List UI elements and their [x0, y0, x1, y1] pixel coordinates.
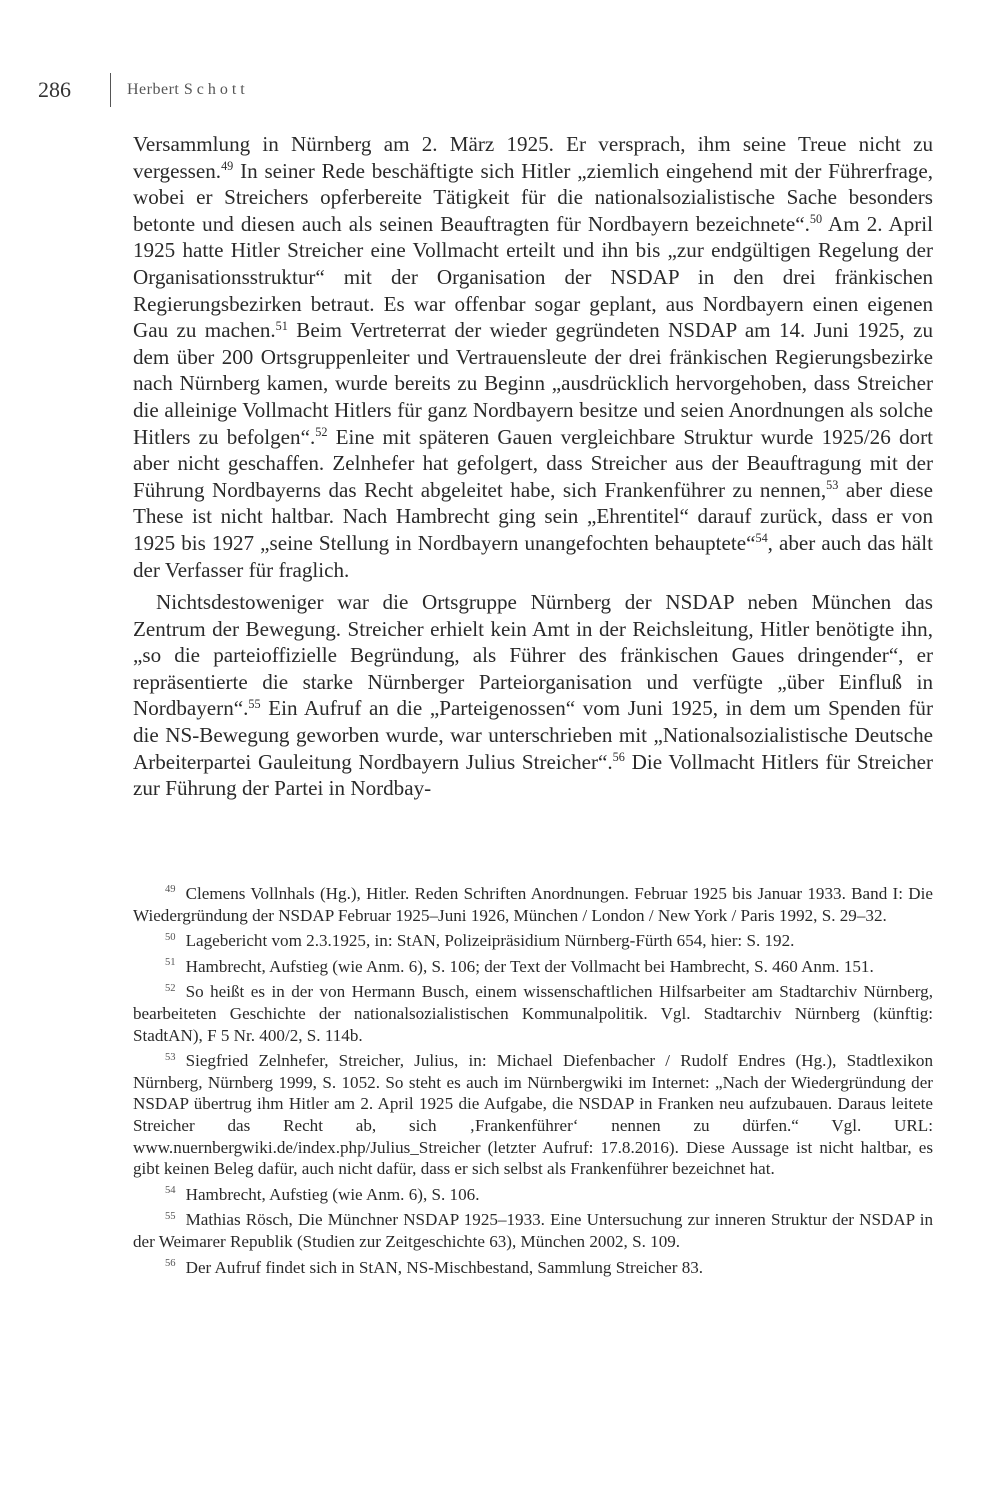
text-run: Ein Aufruf an die „Parteigenossen“ vom Juni 1925, in dem um Spenden für die NS-Bewegung geworben wurde, war unterschrieben mit „Nationalsozialistische Deutsche Arbeiterpartei Gauleitung Nordbayern Julius Streicher“.: [133, 696, 933, 774]
text-run: Die Vollmacht Hitlers für Streicher zur Führung der Partei in Nordbay-: [133, 749, 934, 801]
footnote-number: 49: [165, 884, 176, 896]
footnote-number: 55: [165, 1210, 176, 1222]
header-divider: [110, 73, 111, 107]
footnote-number: 56: [165, 1257, 176, 1269]
footnote-text: Hambrecht, Aufstieg (wie Anm. 6), S. 106; der Text der Vollmacht bei Hambrecht, S. 460 Anm. 151.: [185, 956, 874, 976]
footnote: [133, 1184, 933, 1206]
footnote-number: 54: [165, 1185, 176, 1197]
footnote-ref: 55: [248, 696, 261, 711]
footnotes: [133, 883, 933, 1282]
author-first-name: Herbert: [127, 81, 180, 98]
author-last-name: Schott: [183, 81, 249, 98]
footnote-number: 50: [165, 931, 176, 943]
text-run: Eine mit späteren Gauen vergleichbare Struktur wurde 1925/26 dort aber nicht geschaffen. Zelnhefer hat gefolgert, dass Streicher aus der Beauftragung mit der Führung Nordbayerns das Recht abgeleitet habe, sich Frankenführer zu nennen,: [133, 424, 933, 502]
footnote: [133, 956, 933, 978]
footnote-ref: 53: [826, 478, 839, 493]
footnote-ref: 49: [221, 159, 234, 174]
running-head: [38, 72, 249, 108]
footnote-ref: 52: [315, 424, 328, 439]
text-run: , aber auch das hält der Verfasser für fraglich.: [133, 530, 934, 582]
footnote-text: Lagebericht vom 2.3.1925, in: StAN, Polizeipräsidium Nürnberg-Fürth 654, hier: S. 192.: [185, 931, 795, 951]
footnote-text: Der Aufruf findet sich in StAN, NS-Mischbestand, Sammlung Streicher 83.: [185, 1257, 704, 1277]
footnote-ref: 51: [275, 318, 288, 333]
body-paragraph: [133, 131, 933, 583]
running-head-author: [127, 81, 249, 99]
text-run: Am 2. April 1925 hatte Hitler Streicher eine Vollmacht erteilt und ihn bis „zur endgültigen Regelung der Organisationsstruktur“ mit der Organisation der NSDAP in den drei fränkischen Regierungsbezirken betraut. Es war offenbar sogar geplant, aus Nordbayern einen eigenen Gau zu machen.: [133, 211, 933, 343]
footnote: [133, 930, 933, 952]
footnote-text: So heißt es in der von Hermann Busch, einem wissenschaftlichen Hilfsarbeiter am Stadtarchiv Nürnberg, bearbeiteten Geschichte der nationalsozialistischen Kommunalpolitik. Vgl. Stadtarchiv Nürnberg (künftig: StadtAN), F 5 Nr. 400/2, S. 114b.: [133, 982, 933, 1045]
footnote: [133, 1257, 933, 1279]
footnote-text: Mathias Rösch, Die Münchner NSDAP 1925–1933. Eine Untersuchung zur inneren Struktur der NSDAP in der Weimarer Republik (Studien zur Zeitgeschichte 63), München 2002, S. 109.: [133, 1210, 933, 1251]
footnote-number: 52: [165, 982, 176, 994]
footnote: [133, 981, 933, 1046]
footnote-text: Hambrecht, Aufstieg (wie Anm. 6), S. 106.: [185, 1184, 480, 1204]
footnote: [133, 883, 933, 926]
footnote-number: 53: [165, 1051, 176, 1063]
footnote-ref: 56: [612, 750, 625, 765]
footnote: [133, 1050, 933, 1180]
footnote-text: Siegfried Zelnhefer, Streicher, Julius, in: Michael Diefenbacher / Rudolf Endres (Hg.), Stadtlexikon Nürnberg, Nürnberg 1999, S. 1052. So steht es auch im Nürnbergwiki im Internet: „Nach der Wiedergründung der NSDAP übertrug ihm Hitler am 2. April 1925 die Aufgabe, die NSDAP in Franken neu aufzubauen. Daraus leitete Streicher das Recht ab, sich ‚Frankenführer‘ nennen zu dürfen.“ Vgl. URL: www.nuernbergwiki.de/index.php/Julius_Streicher (letzter Aufruf: 17.8.2016). Diese Aussage ist nicht haltbar, es gibt keinen Beleg dafür, auch nicht dafür, dass er sich selbst als Frankenführer bezeichnet hat.: [133, 1051, 933, 1179]
text-run: Versammlung in Nürnberg am 2. März 1925. Er versprach, ihm seine Treue nicht zu vergessen.: [133, 132, 933, 183]
text-run: Beim Vertreterrat der wieder gegründeten NSDAP am 14. Juni 1925, zu dem über 200 Ortsgruppenleiter und Vertrauensleute der drei fränkischen Regierungsbezirke nach Nürnberg kamen, wurde bereits zu Beginn „ausdrücklich hervorgehoben, dass Streicher die alleinige Vollmacht Hitlers für ganz Nordbayern besitze und seien Anordnungen als solche Hitlers zu befolgen“.: [133, 318, 933, 449]
text-run: Nichtsdestoweniger war die Ortsgruppe Nürnberg der NSDAP neben München das Zentrum der Bewegung. Streicher erhielt kein Amt in der Reichsleitung, Hitler benötigte ihn, „so die parteioffizielle Begründung, als Führer des fränkischen Gaues dringender“, er repräsentierte die starke Nürnberger Parteiorganisation und verfügte „über Einfluß in Nordbayern“.: [133, 590, 933, 721]
footnote-number: 51: [165, 957, 176, 969]
main-text: [133, 131, 933, 802]
footnote: [133, 1209, 933, 1252]
text-run: In seiner Rede beschäftigte sich Hitler „ziemlich eingehend mit der Führerfrage, wobei er Streichers opferbereite Tätigkeit für die nationalsozialistische Sache besonders betonte und diesen auch als seinen Beauftragten für Nordbayern bezeichnete“.: [133, 158, 933, 236]
text-run: aber diese These ist nicht haltbar. Nach Hambrecht ging sein „Ehrentitel“ darauf zurück, dass er von 1925 bis 1927 „seine Stellung in Nordbayern unangefochten behauptete“: [133, 477, 933, 555]
footnote-text: Clemens Vollnhals (Hg.), Hitler. Reden Schriften Anordnungen. Februar 1925 bis Januar 1933. Band I: Die Wiedergründung der NSDAP Februar 1925–Juni 1926, München / London / New York / Paris 1992, S. 29–32.: [133, 884, 933, 925]
footnote-ref: 50: [809, 212, 823, 227]
footnote-ref: 54: [755, 531, 768, 546]
page-number: 286: [38, 77, 71, 102]
body-paragraph: [133, 589, 933, 802]
